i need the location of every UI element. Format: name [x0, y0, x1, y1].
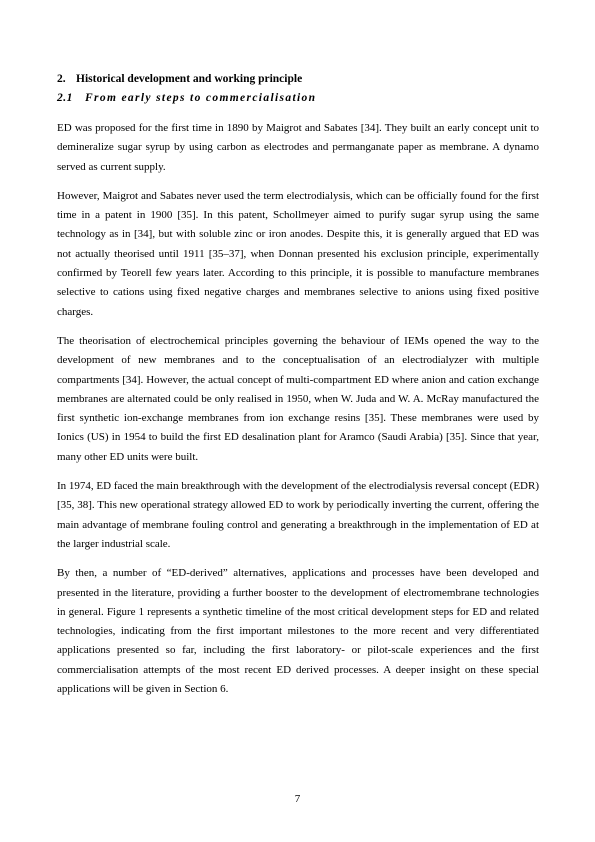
page-body [57, 71, 539, 699]
subsection-title: From early steps to commercialisation [85, 92, 317, 104]
paragraph-edr-breakthrough: In 1974, ED faced the main breakthrough with the development of the electrodialysis reversal concept (EDR) [35, 38]. This new operational strategy allowed ED to work by periodically inverting the current, offering the main advantage of membrane fouling control and generating a breakthrough in the implementation of ED at the larger industrial scale. [57, 480, 540, 550]
section-title: Historical development and working principle [76, 73, 303, 85]
paragraph-multi-compartment: The theorisation of electrochemical principles governing the behaviour of IEMs opened the way to the development of new membranes and to the conceptualisation of an electrodialyzer with multiple compartments [34]. However, the actual concept of multi-compartment ED where anion and cation exchange membranes are alternated could be only realised in 1950, when W. Juda and W. A. McRay manufactured the first synthetic ion-exchange membranes from ion exchange resins [35]. These membranes were used by Ionics (US) in 1954 to build the first ED desalination plant for Aramco (Saudi Arabia) [35]. Since that year, many other ED units were built. [57, 334, 539, 463]
subsection-number: 2.1 [57, 92, 73, 104]
paragraph-first-proposal: ED was proposed for the first time in 1890 by Maigrot and Sabates [34]. They built an early concept unit to demineralize sugar syrup by using carbon as electrodes and permanganate paper as membrane. A dynamo served as current supply. [57, 122, 539, 173]
subsection-heading [57, 89, 539, 107]
paragraph-ed-derived: By then, a number of “ED-derived” alternatives, applications and processes have been developed and presented in the literature, providing a further booster to the development of electromembrane technologies in general. Figure 1 represents a synthetic timeline of the most critical development steps for ED and related technologies, indicating from the first important milestones to the more recent and very differentiated applications presented so far, including the first laboratory- or pilot-scale experiences and the first commercialisation attempts of the most recent ED derived processes. A deeper insight on these special applications will be given in Section 6. [57, 567, 539, 696]
paragraph-term-origin: However, Maigrot and Sabates never used the term electrodialysis, which can be officially found for the first time in a patent in 1900 [35]. In this patent, Schollmeyer aimed to purify sugar syrup using the same technology as in [34], but with soluble zinc or iron anodes. Despite this, it is generally argued that ED was not actually theorised until 1911 [35–37], when Donnan presented his exclusion principle, experimentally confirmed by Teorell few years later. According to this principle, it is possible to manufacture membranes selective to cations using fixed negative charges and membranes selective to anions using fixed positive charges. [57, 189, 539, 318]
section-heading [57, 71, 539, 87]
page-number: 7 [294, 793, 301, 805]
section-number: 2. [57, 73, 66, 85]
